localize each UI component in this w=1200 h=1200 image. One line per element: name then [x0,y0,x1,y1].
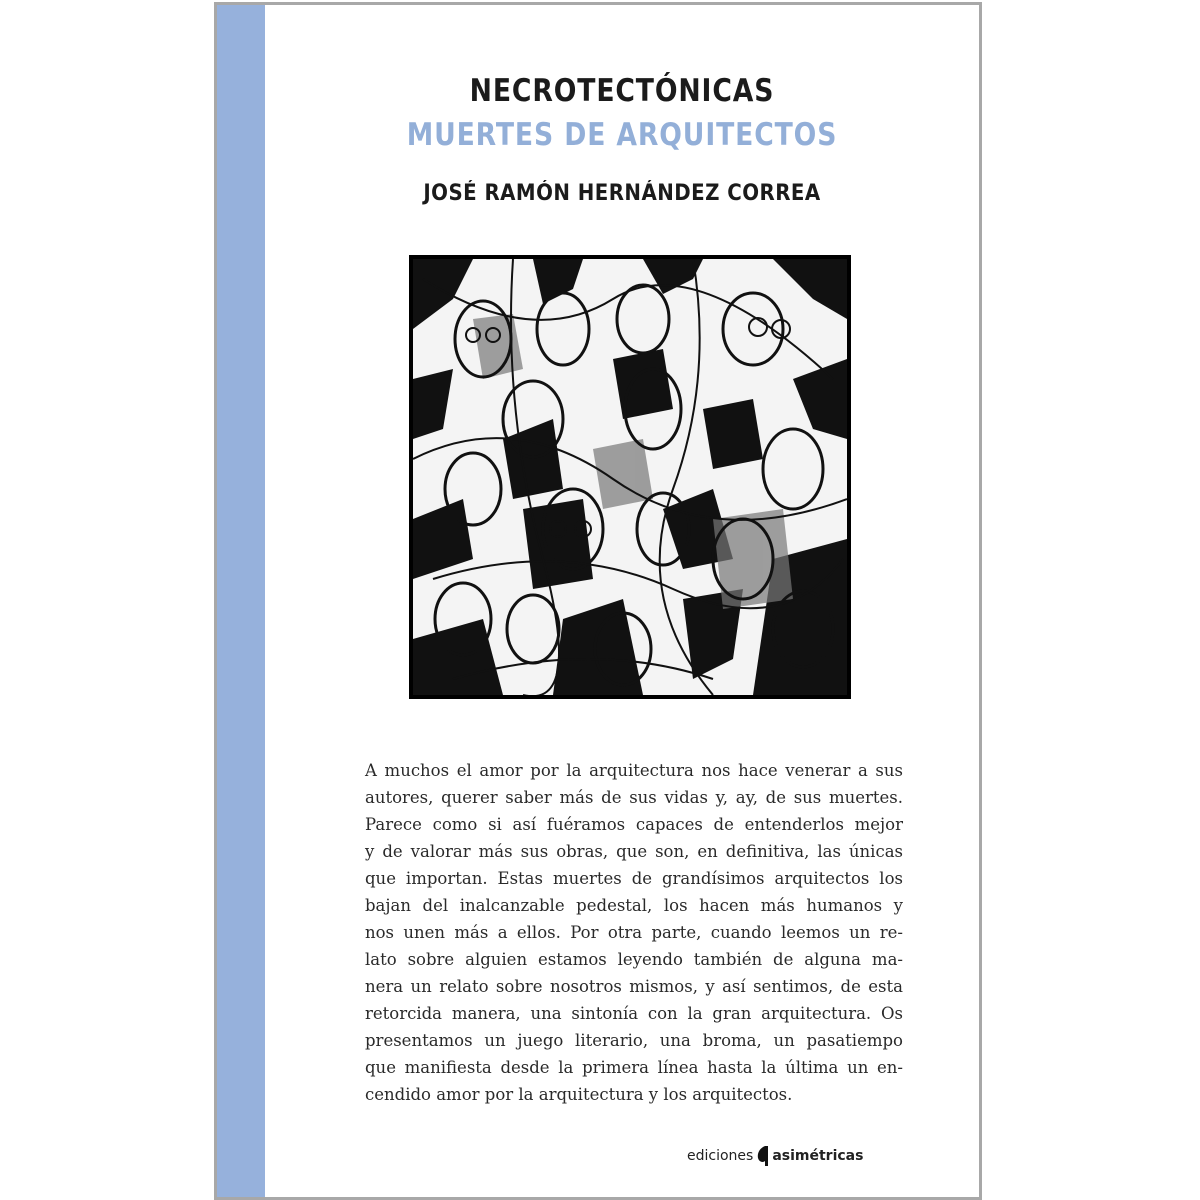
blurb-line: nera un relato sobre nosotros mismos, y así sentimos, de esta [365,977,903,996]
blurb-line: A muchos el amor por la arquitectura nos hace venerar a sus [365,761,903,780]
blurb-line: que manifiesta desde la primera línea hasta la última un en- [365,1058,903,1077]
book-subtitle: MUERTES DE ARQUITECTOS [406,117,838,153]
cover-illustration [409,255,851,699]
blurb-line: lato sobre alguien estamos leyendo también de alguna ma- [365,950,903,969]
blurb-line: Parece como si así fuéramos capaces de entenderlos mejor [365,815,903,834]
back-cover-blurb [365,757,903,1108]
blurb-line: nos unen más a ellos. Por otra parte, cuando leemos un re- [365,923,903,942]
cover-spine-stripe [217,5,265,1197]
blurb-line: cendido amor por la arquitectura y los arquitectos. [365,1085,793,1104]
blurb-line: que importan. Estas muertes de grandísimos arquitectos los [365,869,903,888]
blurb-line: y de valorar más sus obras, que son, en definitiva, las únicas [365,842,903,861]
publisher-imprint [687,1145,863,1167]
blurb-line: presentamos un juego literario, una broma, un pasatiempo [365,1031,903,1050]
book-back-cover [214,2,982,1200]
publisher-prefix: ediciones [687,1148,754,1164]
blurb-line: retorcida manera, una sintonía con la gran arquitectura. Os [365,1004,903,1023]
publisher-logo-icon [756,1145,770,1167]
blurb-line: autores, querer saber más de sus vidas y, ay, de sus muertes. [365,788,903,807]
book-author: JOSÉ RAMÓN HERNÁNDEZ CORREA [423,181,821,206]
publisher-name: asimétricas [772,1148,864,1164]
book-title: NECROTECTÓNICAS [469,73,775,109]
blurb-line: bajan del inalcanzable pedestal, los hacen más humanos y [365,896,903,915]
